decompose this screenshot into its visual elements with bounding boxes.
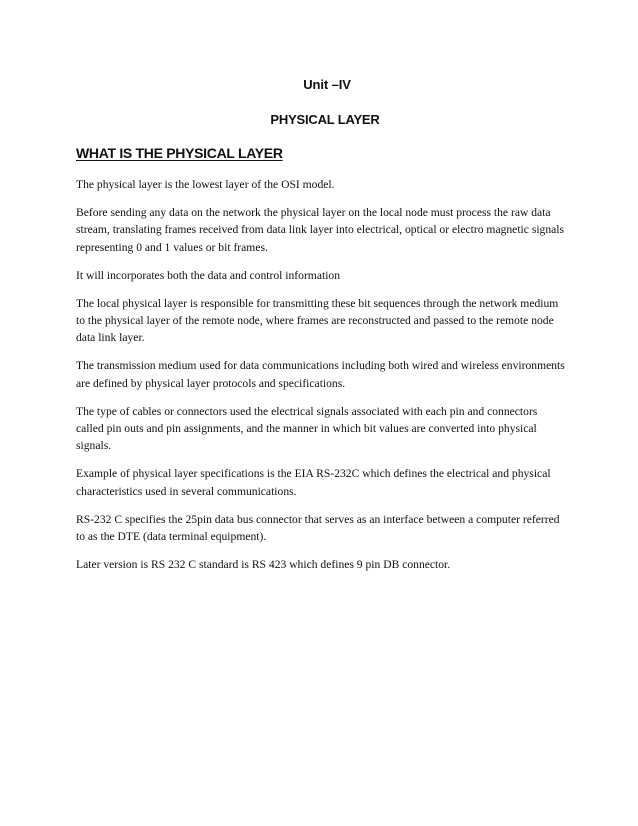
unit-title: Unit –IV (303, 77, 351, 92)
paragraph: It will incorporates both the data and control information (76, 268, 341, 282)
paragraph: RS-232 C specifies the 25pin data bus connector that serves as an interface between a computer referred to as the DTE (data terminal equipment). (76, 512, 560, 543)
paragraph: The transmission medium used for data communications including both wired and wireless environments are defined by physical layer protocols and specifications. (76, 359, 565, 390)
paragraph: Later version is RS 232 C standard is RS 423 which defines 9 pin DB connector. (76, 557, 451, 571)
section-heading: WHAT IS THE PHYSICAL LAYER (76, 145, 283, 161)
paragraph: The local physical layer is responsible for transmitting these bit sequences through the network medium to the physical layer of the remote node, where frames are reconstructed and passed to the remote node data link layer. (76, 296, 559, 345)
body-text (76, 176, 566, 584)
paragraph: Example of physical layer specifications is the EIA RS-232C which defines the electrical and physical characteristics used in several communications. (76, 467, 551, 498)
page-title: PHYSICAL LAYER (270, 112, 380, 127)
paragraph: The physical layer is the lowest layer of the OSI model. (76, 178, 335, 191)
paragraph: The type of cables or connectors used the electrical signals associated with each pin and connectors called pin outs and pin assignments, and the manner in which bit values are converted into physical signals. (76, 404, 538, 453)
paragraph: Before sending any data on the network the physical layer on the local node must process the raw data stream, translating frames received from data link layer into electrical, optical or electro magnetic signals representing 0 and 1 values or bit frames. (76, 205, 565, 254)
